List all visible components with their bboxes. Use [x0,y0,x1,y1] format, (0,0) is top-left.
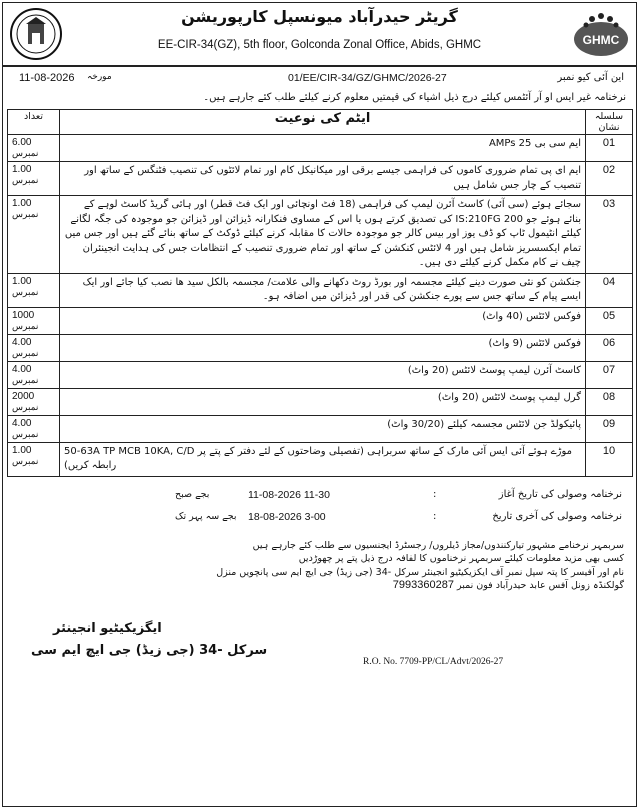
table-row [8,273,633,307]
qty-unit: نمبرس [12,209,39,219]
qty-unit: نمبرس [12,374,39,385]
table-row [8,415,633,442]
page-title: گریٹر حیدرآباد میونسپل کارپوریشن [181,7,458,26]
note-line: کسی بھی مزید معلومات کیلئے سربمہر نرخناموں کا لفافہ درج ذیل پتے پر چھوڑدیں [298,553,624,564]
schedule-end-note: بجے سہ پہر تک [175,510,237,522]
serial-number: 09 [586,415,633,442]
qty-cell [8,135,60,162]
qty-value: 4.00 [12,417,32,429]
serial-number: 01 [586,135,633,162]
serial-number: 08 [586,388,633,415]
notice-page [2,2,637,807]
reference-date-label: مورخہ [87,72,112,82]
qty-cell [8,415,60,442]
table-row [8,361,633,388]
qty-cell [8,162,60,196]
notes [3,535,636,619]
qty-unit: نمبرس [12,286,39,297]
serial-number: 06 [586,334,633,361]
phone-number[interactable]: 7993360287 [392,579,454,591]
table-row [8,442,633,476]
header-sl: سلسلہ نشان [586,110,633,135]
item-description: جنکشن کو نئی صورت دینے کیلئے مجسمہ اور بورڈ روٹ دکھانے والی علامت/ مجسمہ بالکل سید ھا نصب کیا جائے اور ایک ایسے پیام کے ساتھ جس سے پورے جنکشن کی قدر اور ڈیزائن میں اضافہ ہو۔ [60,273,586,307]
serial-number: 07 [586,361,633,388]
qty-unit: نمبرس [12,148,39,158]
qty-unit: نمبرس [12,428,39,439]
reference-number-label: این آئی کیو نمبر [557,72,624,83]
schedule [3,485,636,535]
item-description: پائیکولڈ جن لائٹس مجسمہ کیلئے (30/20 واٹ) [60,415,586,442]
item-description: ایم ای پی تمام ضروری کاموں کی فراہمی جیسے برقی اور میکانیکل کام اور تمام لائٹوں کی تنصیب فٹنگس کے ساتھ اور تنصیب کے چار جس شامل ہیں [60,162,586,196]
reference-line [3,67,636,91]
schedule-start-value: 11-08-2026 11-30 [248,488,330,501]
ro-number: R.O. No. 7709-PP/CL/Advt/2026-27 [363,656,504,667]
table-row [8,307,633,334]
item-description: 50-63A TP MCB 10KA, C/D موڑے ہوئے آئی ایس آئی مارک کے ساتھ سربراہی (تفصیلی وضاحتوں کے لئے دفتر کے پتے پر رابطہ کریں) [60,442,586,476]
note-line: نام اور آفیسر کا پتہ سپل نمبر آف ایکزیکیٹیو انجینئر سرکل -34 (جی زیڈ) جی ایچ ایم سی پانچویں منزل [216,566,624,578]
qty-unit: نمبرس [12,401,39,412]
qty-cell [8,307,60,334]
footer [3,619,636,677]
table-row [8,162,633,196]
qty-cell [8,442,60,476]
serial-number: 05 [586,307,633,334]
schedule-end-label: نرخنامہ وصولی کی آخری تاریخ [492,510,622,522]
note-line: سربمہر نرخنامے مشہور تیارکنندوں/مجاز ڈیلروں/ رجسٹرڈ ایجنسیوں سے طلب کئے جارہے ہیں [252,539,624,551]
table-row [8,388,633,415]
schedule-start-row [3,489,636,507]
schedule-colon: : [433,510,437,522]
qty-value: 4.00 [12,336,32,348]
qty-value: 1.00 [12,164,32,175]
serial-number: 03 [586,196,633,274]
intro-text: نرخنامہ غیر ایس او آر آئٹمس کیلئے درج ذیل اشیاء کی قیمتیں معلوم کرنے کیلئے طلب کئے جارہے ہیں۔ [203,92,626,103]
serial-number: 02 [586,162,633,196]
qty-value: 2000 [12,390,35,402]
qty-value: 6.00 [12,137,32,148]
qty-cell [8,388,60,415]
qty-unit: نمبرس [12,455,39,466]
qty-value: 1.00 [12,198,32,209]
reference-number: 01/EE/CIR-34/GZ/GHMC/2026-27 [288,72,447,84]
reference-date: 11-08-2026 [19,72,75,84]
qty-value: 1000 [12,309,35,321]
table-header-row [8,110,633,135]
qty-value: 1.00 [12,444,32,456]
item-description: ایم سی بی 25 AMPs [60,135,586,162]
ghmc-logo-icon [572,9,630,59]
office-address: EE-CIR-34(GZ), 5th floor, Golconda Zonal Office, Abids, GHMC [157,39,482,51]
header [3,3,636,67]
schedule-start-note: بجے صبح [175,488,210,500]
logo-text: GHMC [582,33,620,47]
ghmc-seal-icon [9,7,63,61]
qty-value: 4.00 [12,363,32,375]
qty-cell [8,361,60,388]
qty-cell [8,334,60,361]
serial-number: 10 [586,442,633,476]
qty-cell [8,273,60,307]
serial-number: 04 [586,273,633,307]
schedule-end-value: 18-08-2026 3-00 [248,510,326,523]
note-line [15,579,624,593]
table-row [8,196,633,274]
qty-cell [8,196,60,274]
qty-unit: نمبرس [12,347,39,358]
item-description: فوکس لائٹس (9 واٹ) [60,334,586,361]
signatory-title: ایگزیکیٹیو انجینئر [53,620,162,636]
schedule-colon: : [433,488,437,500]
header-qty: تعداد [8,110,60,135]
item-description: کاسٹ آئرن لیمپ پوسٹ لائٹس (20 واٹ) [60,361,586,388]
signatory-circle: سرکل -34 (جی زیڈ) جی ایچ ایم سی [31,642,268,658]
item-description: سجائے ہوئے (سی آئی) کاسٹ آئرن لیمپ کی فراہمی (18 فٹ اونچائی اور ایک فٹ قطر) اور ہائی گریڈ کاسٹ لوہے کے بنائے ہوئے جو 200 IS:210FG کی تصدیق کرتے ہوں یا اس کے مساوی فنکارانہ ڈیزائن اور ڈیزائن جو موجودہ کی جگہ لگانے کیلئے انٹیمول ٹاپ کو ڈف یوز اور بیس کالر جو موجودہ حالات کا مقابلہ کرنے کیلئے ڈوکٹ کے ساتھ بنائے گئے ہیں اور جس میں تمام ایکسسریز شامل ہیں اور 4 لائٹس کنکشن کے ساتھ اور تمام ضروری تنصیب کے انتظامات جس کی ہدایت انجینئران چیف نے کام مکمل کرنے کیلئے دی ہیں۔ [60,196,586,274]
item-description: گرل لیمپ پوسٹ لائٹس (20 واٹ) [60,388,586,415]
table-row [8,135,633,162]
item-description: فوکس لائٹس (40 واٹ) [60,307,586,334]
schedule-start-label: نرخنامہ وصولی کی تاریخ آغاز [498,488,622,500]
table-row [8,334,633,361]
schedule-end-row [3,511,636,529]
qty-value: 1.00 [12,275,32,287]
items-table [7,109,633,477]
qty-unit: نمبرس [12,320,39,331]
qty-unit: نمبرس [12,175,39,185]
note-address: گولکنڈہ زونل آفس عابد حیدرآباد فون نمبر [456,580,624,591]
header-item: ایٹم کی نوعیت [60,110,586,135]
